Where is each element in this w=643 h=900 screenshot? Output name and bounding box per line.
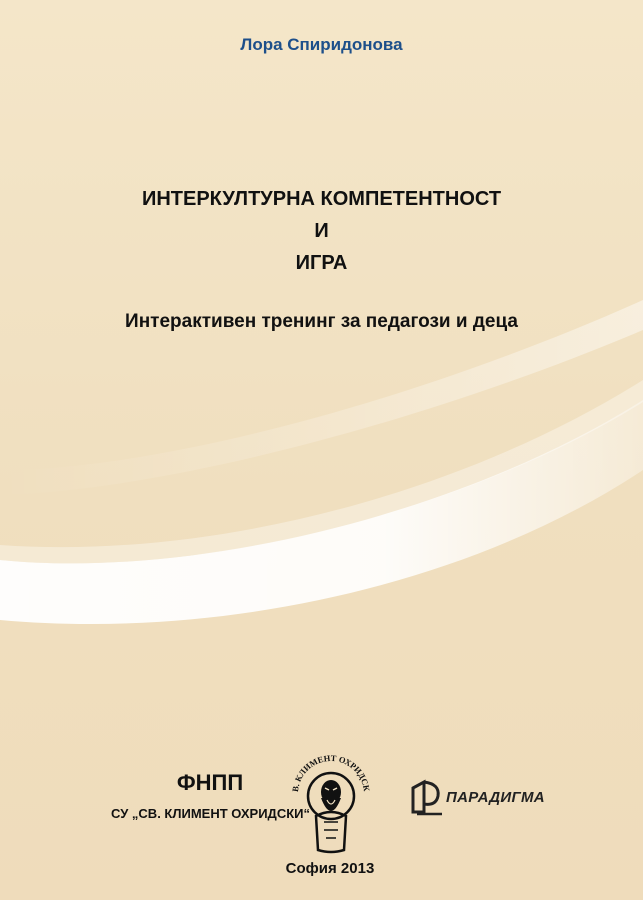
faculty-acronym: ФНПП: [176, 770, 244, 795]
paradigma-logo-icon: [410, 778, 444, 816]
book-subtitle: Интерактивен тренинг за педагози и деца: [125, 311, 518, 332]
svg-text:СВ. КЛИМЕНТ ОХРИДСКИ: В. КЛИМЕНТ ОХРИДСК: [290, 752, 372, 793]
author-name: Лора Спиридонова: [240, 35, 403, 54]
title-line-2: И: [314, 220, 329, 242]
university-seal-icon: [288, 750, 374, 859]
university-name: СУ „СВ. КЛИМЕНТ ОХРИДСКИ“: [111, 806, 310, 821]
city-and-year: София 2013: [285, 860, 375, 877]
title-line-3: ИГРА: [295, 252, 348, 274]
publisher-logo: [410, 778, 545, 816]
publisher-name: ПАРАДИГМА: [446, 788, 545, 806]
title-line-1: ИНТЕРКУЛТУРНА КОМПЕТЕНТНОСТ: [141, 188, 502, 210]
book-title: [0, 183, 643, 279]
